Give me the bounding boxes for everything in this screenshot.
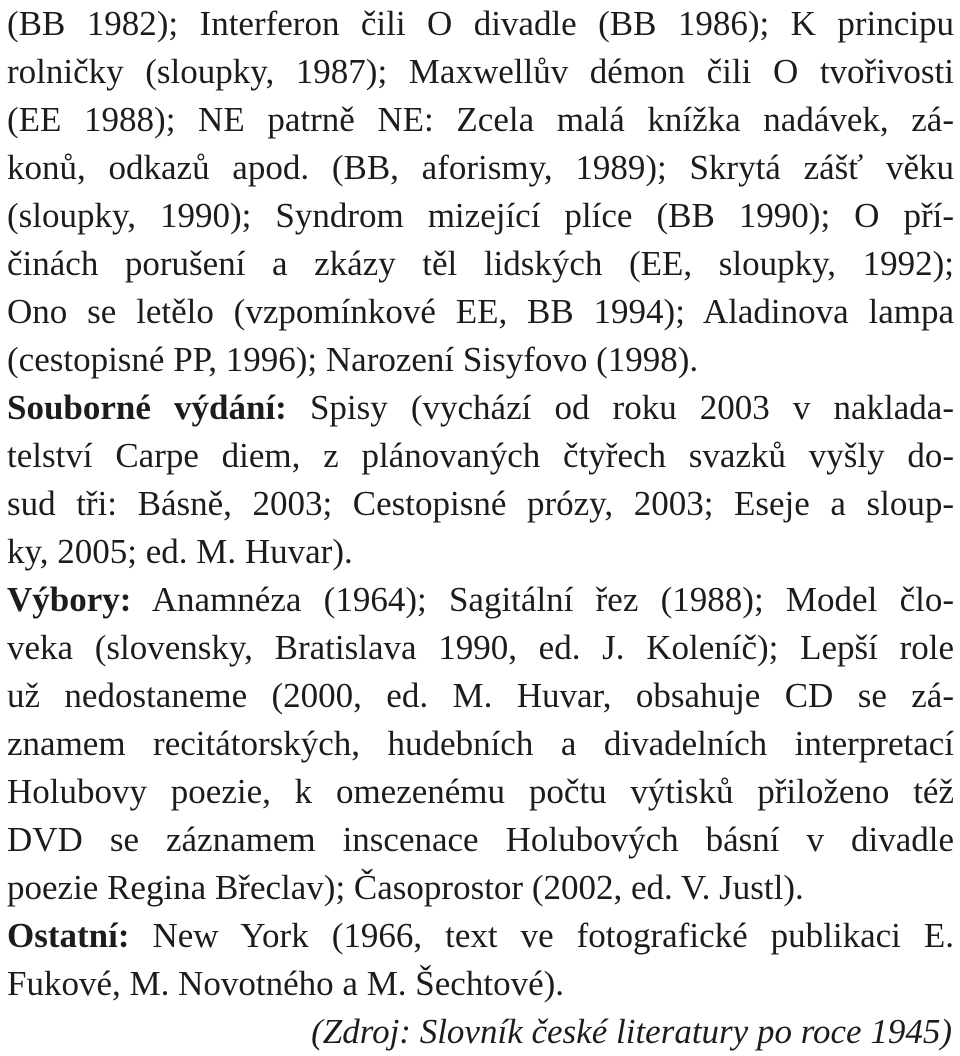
- section-line: [7, 912, 954, 960]
- text-line: Ono se letělo (vzpomínkové EE, BB 1994); Aladinova lampa: [7, 292, 954, 331]
- section-label: Souborné výdání:: [7, 388, 287, 427]
- collected-edition-section: [7, 384, 954, 576]
- text-line: Fukové, M. Novotného a M. Šechtové).: [7, 964, 565, 1003]
- selections-section: [7, 576, 954, 912]
- bibliography-paragraph: [7, 0, 954, 384]
- section-label: Výbory:: [7, 580, 132, 619]
- section-text: New York (1966, text ve fotografické publikaci E.: [129, 916, 954, 955]
- text-line: poezie Regina Břeclav); Časoprostor (2002, ed. V. Justl).: [7, 868, 804, 907]
- text-line: (cestopisné PP, 1996); Narození Sisyfovo (1998).: [7, 340, 699, 379]
- other-section: [7, 912, 954, 1008]
- text-line: (EE 1988); NE patrně NE: Zcela malá knížka nadávek, zá-: [7, 100, 954, 139]
- text-line: sud tři: Básně, 2003; Cestopisné prózy, 2003; Eseje a sloup-: [7, 484, 954, 523]
- section-text: Spisy (vychází od roku 2003 v naklada-: [286, 388, 954, 427]
- text-line: DVD se záznamem inscenace Holubových básní v divadle: [7, 820, 954, 859]
- text-line: znamem recitátorských, hudebních a divadelních interpretací: [7, 724, 954, 763]
- text-line: Holubovy poezie, k omezenému počtu výtisků přiloženo též: [7, 772, 954, 811]
- text-line: konů, odkazů apod. (BB, aforismy, 1989); Skrytá zášť věku: [7, 148, 954, 187]
- text-line: činách porušení a zkázy těl lidských (EE, sloupky, 1992);: [7, 244, 954, 283]
- text-line: už nedostaneme (2000, ed. M. Huvar, obsahuje CD se zá-: [7, 676, 954, 715]
- section-line: [7, 384, 954, 432]
- section-text: Anamnéza (1964); Sagitální řez (1988); Model člo-: [131, 580, 954, 619]
- text-line: telství Carpe diem, z plánovaných čtyřech svazků vyšly do-: [7, 436, 954, 475]
- section-label: Ostatní:: [7, 916, 130, 955]
- text-line: (BB 1982); Interferon čili O divadle (BB 1986); K principu: [7, 4, 954, 43]
- text-line: rolničky (sloupky, 1987); Maxwellův démon čili O tvořivosti: [7, 52, 954, 91]
- text-line: veka (slovensky, Bratislava 1990, ed. J. Koleníč); Lepší role: [7, 628, 954, 667]
- source-citation: (Zdroj: Slovník české literatury po roce 1945): [311, 1012, 952, 1051]
- section-line: [7, 576, 954, 624]
- text-line: (sloupky, 1990); Syndrom mizející plíce (BB 1990); O pří-: [7, 196, 954, 235]
- text-line: ky, 2005; ed. M. Huvar).: [7, 532, 353, 571]
